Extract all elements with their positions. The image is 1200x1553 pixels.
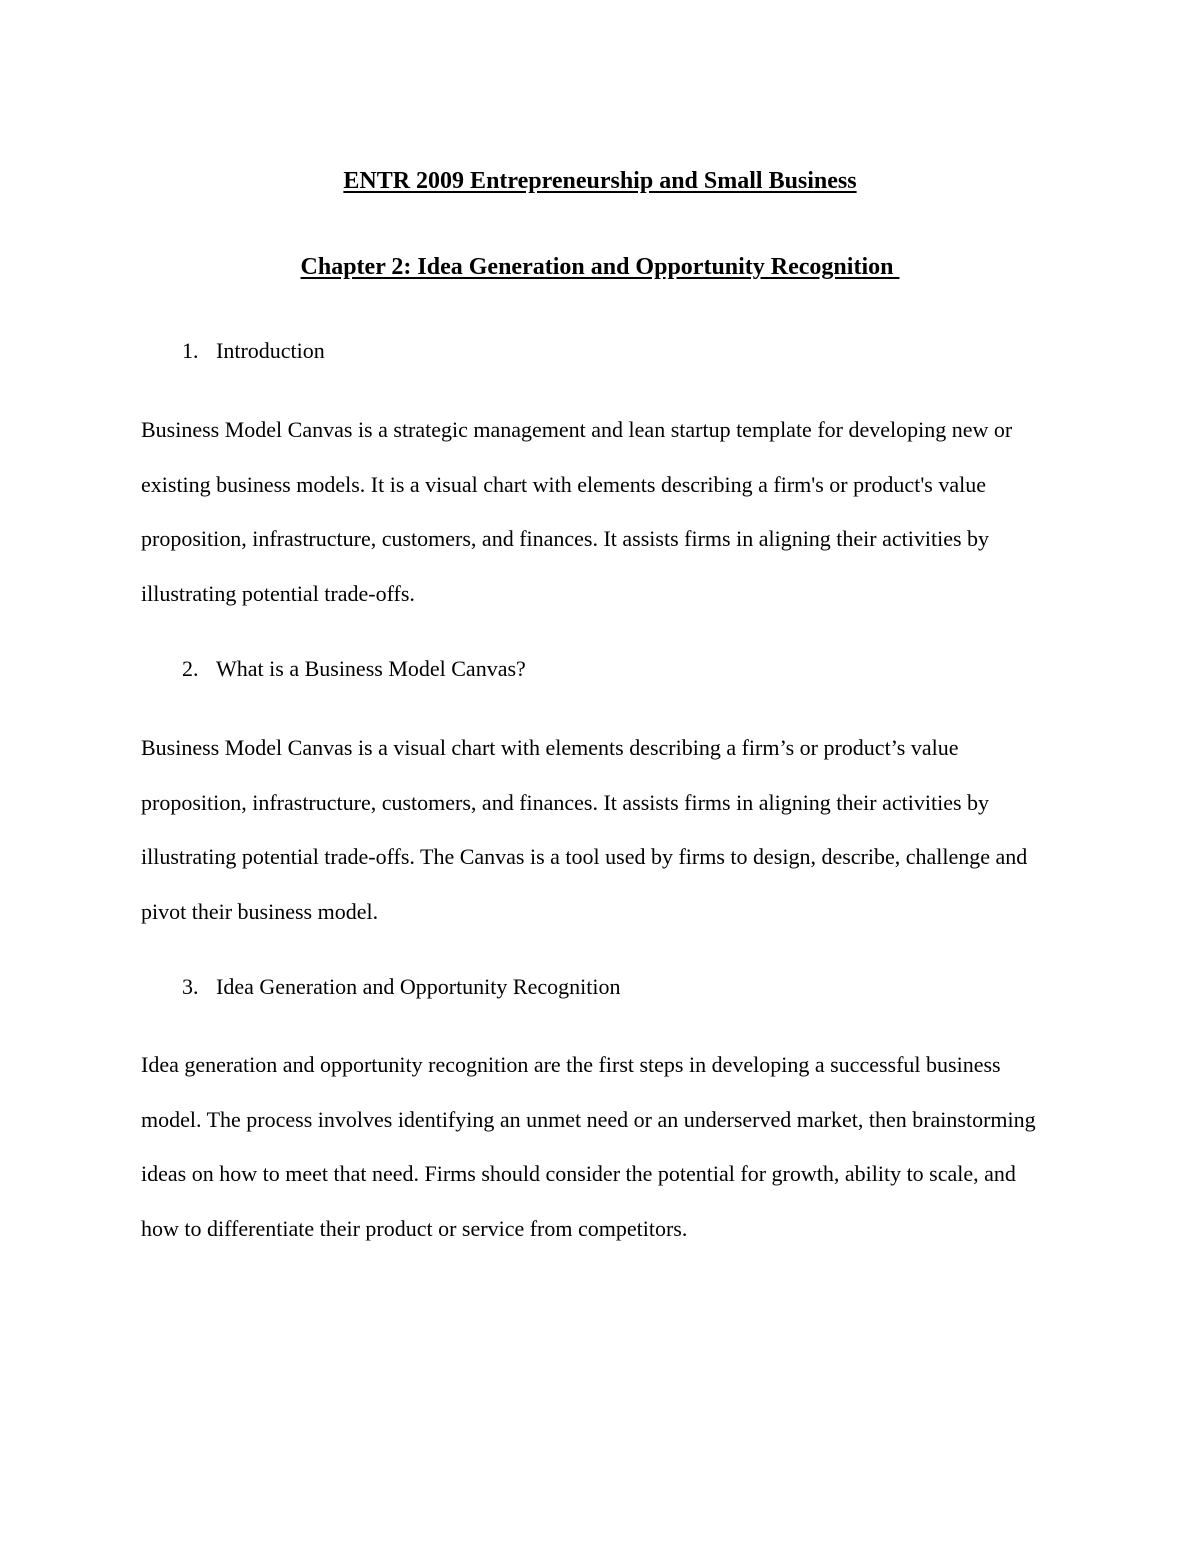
section-number: 1. <box>182 338 199 363</box>
section-heading-text: Introduction <box>216 338 325 363</box>
section-number: 2. <box>182 656 199 681</box>
chapter-title: Chapter 2: Idea Generation and Opportunity Recognition <box>300 254 900 280</box>
section-number: 3. <box>182 974 199 999</box>
section-paragraph-business-model-canvas: Business Model Canvas is a visual chart with elements describing a firm’s or product’s value proposition, infrastructure, customers, and finances. It assists firms in aligning their activities by illustrating potential trade-offs. The Canvas is a tool used by firms to design, describe, challenge and pivot their business model. <box>141 735 1028 924</box>
section-heading-introduction <box>182 338 325 364</box>
section-heading-text: What is a Business Model Canvas? <box>216 656 526 681</box>
section-paragraph-introduction: Business Model Canvas is a strategic management and lean startup template for developing new or existing business models. It is a visual chart with elements describing a firm's or product's value proposition, infrastructure, customers, and finances. It assists firms in aligning their activities by illustrating potential trade-offs. <box>141 417 1013 606</box>
section-paragraph-idea-generation: Idea generation and opportunity recognition are the first steps in developing a successful business model. The process involves identifying an unmet need or an underserved market, then brainstorming ideas on how to meet that need. Firms should consider the potential for growth, ability to scale, and how to differentiate their product or service from competitors. <box>141 1052 1036 1241</box>
section-heading-business-model-canvas <box>182 656 526 682</box>
section-heading-idea-generation <box>182 974 620 1000</box>
document-title: ENTR 2009 Entrepreneurship and Small Business <box>343 168 857 194</box>
section-heading-text: Idea Generation and Opportunity Recognition <box>216 974 621 999</box>
